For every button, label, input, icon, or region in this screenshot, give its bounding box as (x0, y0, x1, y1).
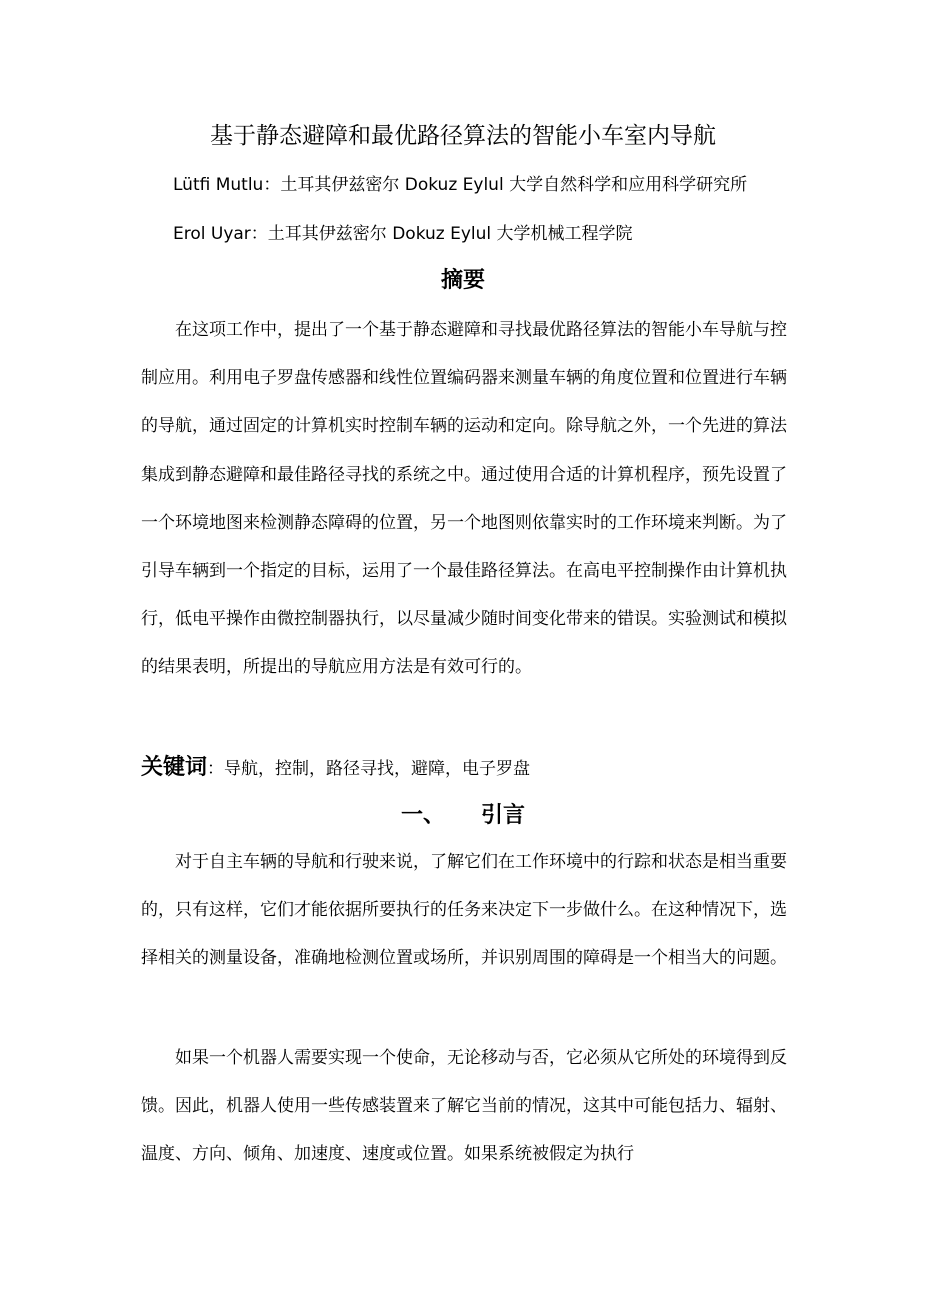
section-number: 一、 (400, 803, 445, 828)
section-title: 引言 (481, 803, 526, 828)
paper-title: 基于静态避障和最优路径算法的智能小车室内导航 (210, 123, 716, 149)
keywords-values: ：导航，控制，路径寻找，避障，电子罗盘 (207, 759, 531, 779)
abstract-heading: 摘要 (440, 268, 485, 293)
abstract-paragraph: 在这项工作中，提出了一个基于静态避障和寻找最优路径算法的智能小车导航与控制应用。利用电子罗盘传感器和线性位置编码器来测量车辆的角度位置和位置进行车辆的导航，通过固定的计算机实时控制车辆的运动和定向。除导航之外，一个先进的算法集成到静态避障和最佳路径寻找的系统之中。通过使用合适的计算机程序，预先设置了一个环境地图来检测静态障碍的位置，另一个地图则依靠实时的工作环境来判断。为了引导车辆到一个指定的目标，运用了一个最佳路径算法。在高电平控制操作由计算机执行，低电平操作由微控制器执行，以尽量减少随时间变化带来的错误。实验测试和模拟的结果表明，所提出的导航应用方法是有效可行的。 (141, 320, 787, 678)
author-line-2: Erol Uyar：土耳其伊兹密尔 Dokuz Eylul 大学机械工程学院 (173, 224, 633, 244)
keywords-label: 关键词 (141, 755, 208, 780)
intro-paragraph-1: 对于自主车辆的导航和行驶来说，了解它们在工作环境中的行踪和状态是相当重要的，只有这样，它们才能依据所要执行的任务来决定下一步做什么。在这种情况下，选择相关的测量设备，准确地检测位置或场所，并识别周围的障碍是一个相当大的问题。 (141, 852, 787, 969)
author-line-1: Lütfi Mutlu：土耳其伊兹密尔 Dokuz Eylul 大学自然科学和应用科学研究所 (173, 175, 748, 195)
keywords-line (141, 752, 530, 785)
introduction-heading (0, 800, 926, 832)
intro-paragraph-2: 如果一个机器人需要实现一个使命，无论移动与否，它必须从它所处的环境得到反馈。因此，机器人使用一些传感装置来了解它当前的情况，这其中可能包括力、辐射、温度、方向、倾角、加速度、速度或位置。如果系统被假定为执行 (141, 1048, 787, 1165)
